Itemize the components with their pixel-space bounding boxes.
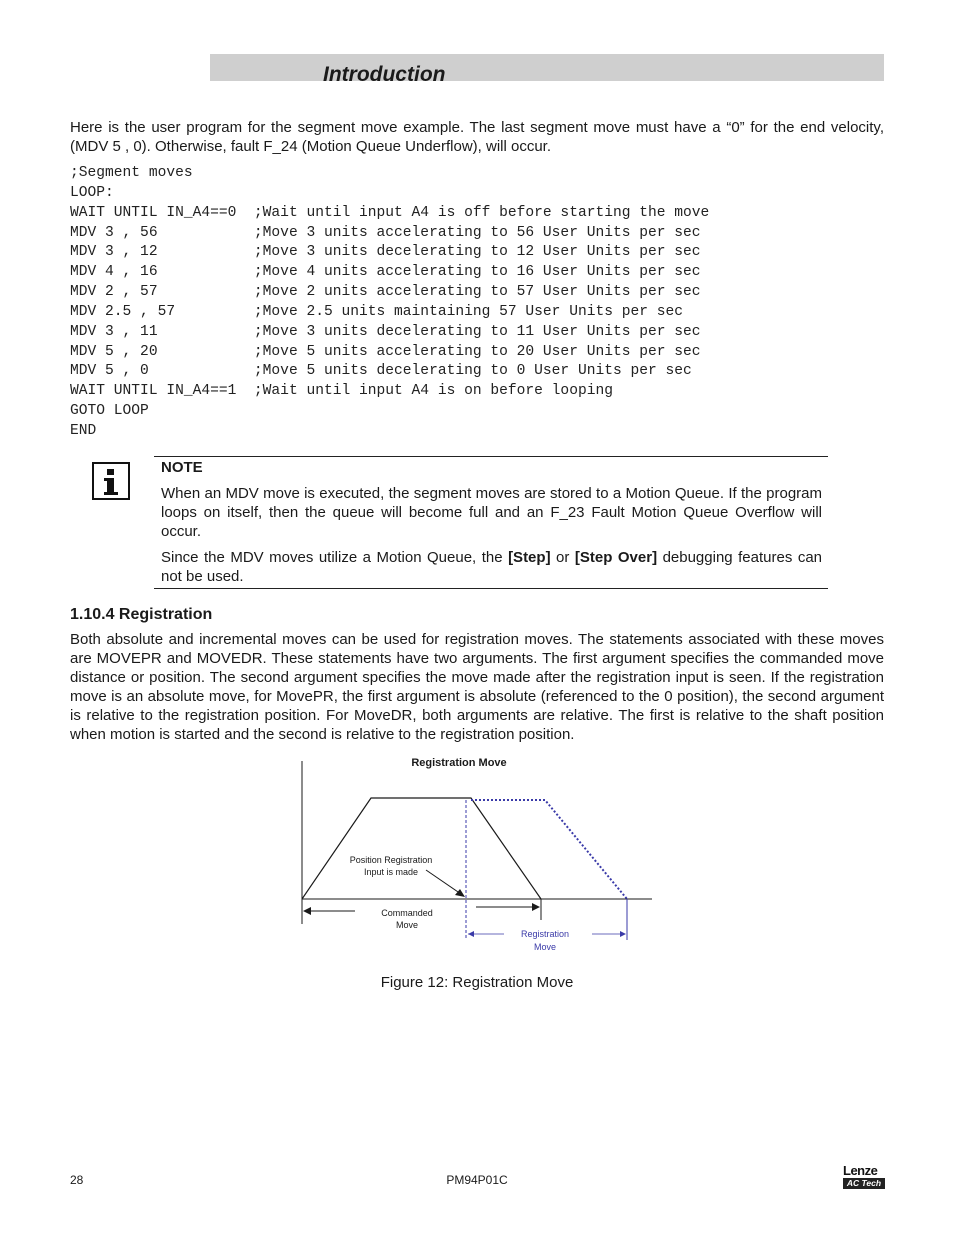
step-label: [Step]	[508, 549, 551, 566]
code-line: MDV 3 , 56 ;Move 3 units accelerating to 56 User Units per sec	[70, 224, 701, 241]
arrowhead-icon	[455, 889, 465, 897]
registration-label-line1: Registration	[520, 929, 570, 939]
code-line: MDV 2 , 57 ;Move 2 units accelerating to 57 User Units per sec	[70, 284, 701, 301]
note-text: debugging features can not be used.	[161, 549, 822, 585]
code-line: GOTO LOOP	[70, 403, 149, 420]
registration-diagram	[290, 752, 670, 962]
logo-name: Lenze	[843, 1163, 878, 1178]
arrowhead-icon	[303, 907, 311, 915]
logo-badge: AC Tech	[843, 1178, 885, 1189]
figure-caption: Figure 12: Registration Move	[380, 974, 574, 991]
section-paragraph: Both absolute and incremental moves can be used for registration moves. The statements associated with these moves are MOVEPR and MOVEDR. These statements have two arguments. The first argument specifies the commanded move distance or position. The second argument specifies the move made after the registration input is seen. If the registration move is an absolute move, for MovePR, the first argument is absolute (referenced to the 0 position), the second argument is relative to the registration position. For MoveDR, both arguments are relative. The first is relative to the shaft position when motion is started and the second is relative to the registration position.	[70, 631, 884, 743]
step-over-label: [Step Over]	[574, 549, 658, 566]
commanded-profile	[302, 798, 541, 899]
lenze-logo	[843, 1164, 885, 1190]
arrowhead-icon	[468, 931, 474, 937]
code-listing	[70, 164, 709, 442]
code-line: MDV 5 , 20 ;Move 5 units accelerating to 20 User Units per sec	[70, 343, 701, 360]
header-bar	[210, 54, 884, 81]
code-line: MDV 3 , 11 ;Move 3 units decelerating to 11 User Units per sec	[70, 323, 701, 340]
code-line: ;Segment moves	[70, 165, 193, 181]
intro-paragraph: Here is the user program for the segment move example. The last segment move must have a “0” for the end velocity, (MDV 5 , 0). Otherwise, fault F_24 (Motion Queue Underflow), will occur.	[70, 119, 884, 155]
input-label-line1: Position Registration	[349, 855, 433, 865]
info-icon	[92, 462, 130, 500]
page-number: 28	[70, 1173, 84, 1187]
code-line: MDV 5 , 0 ;Move 5 units decelerating to 0 User Units per sec	[70, 363, 692, 380]
arrowhead-icon	[532, 903, 540, 911]
commanded-label-line1: Commanded	[381, 908, 433, 918]
code-line: LOOP:	[70, 184, 114, 201]
input-pointer-arrow	[426, 870, 461, 894]
input-label-line2: Input is made	[363, 867, 419, 877]
code-line: WAIT UNTIL IN_A4==1 ;Wait until input A4 is on before looping	[70, 383, 613, 400]
code-line: WAIT UNTIL IN_A4==0 ;Wait until input A4 is off before starting the move	[70, 204, 710, 221]
code-line: MDV 2.5 , 57 ;Move 2.5 units maintaining 57 User Units per sec	[70, 303, 684, 320]
note-text: or	[550, 549, 575, 566]
document-id: PM94P01C	[446, 1173, 508, 1187]
section-heading: 1.10.4 Registration	[70, 606, 213, 623]
registration-label-line2: Move	[533, 942, 557, 952]
arrowhead-icon	[620, 931, 626, 937]
note-paragraph	[161, 548, 822, 586]
note-title: NOTE	[161, 459, 203, 476]
registration-profile	[471, 800, 627, 899]
diagram-title: Registration Move	[411, 757, 507, 769]
commanded-label-line2: Move	[395, 920, 419, 930]
code-line: END	[70, 422, 97, 439]
note-text: Since the MDV moves utilize a Motion Queue, the	[161, 549, 509, 566]
page-title: Introduction	[323, 63, 446, 86]
code-line: MDV 3 , 12 ;Move 3 units decelerating to 12 User Units per sec	[70, 244, 701, 261]
note-paragraph: When an MDV move is executed, the segment moves are stored to a Motion Queue. If the program loops on itself, then the queue will become full and an F_23 Fault Motion Queue Overflow will occur.	[161, 485, 822, 540]
code-line: MDV 4 , 16 ;Move 4 units accelerating to 16 User Units per sec	[70, 264, 701, 281]
